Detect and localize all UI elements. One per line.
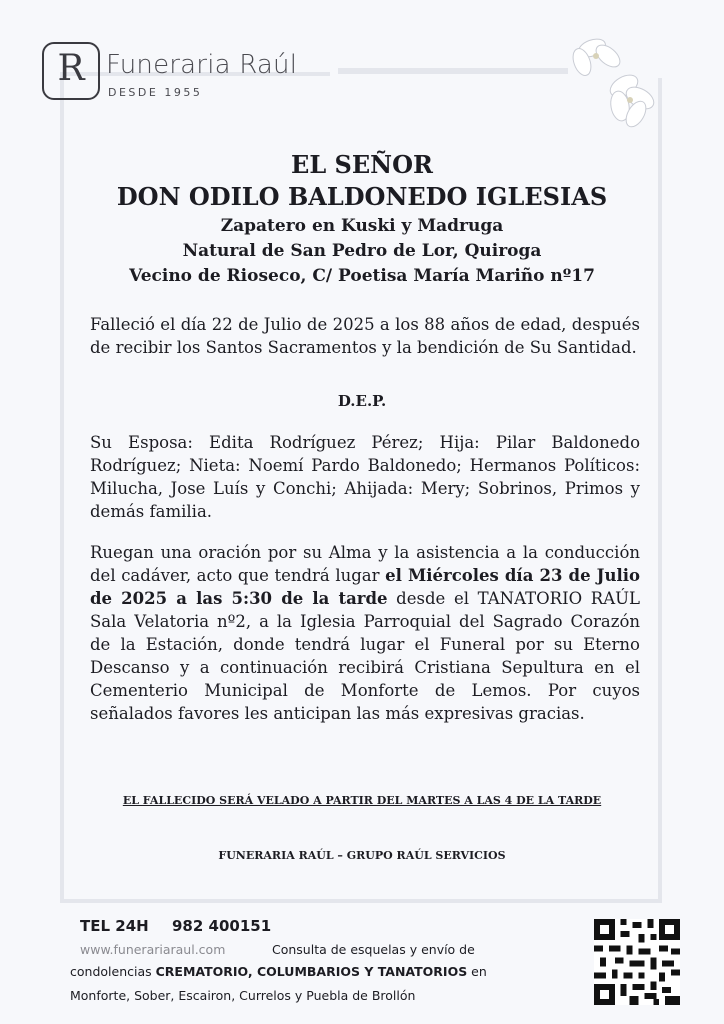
tel-label: TEL 24H [80,917,149,935]
services-line [70,964,487,979]
website-link[interactable]: www.funerariaraul.com [80,942,226,957]
brand-since: DESDE 1955 [108,86,203,99]
title-line1: EL SEÑOR [291,150,433,179]
dep-heading: D.E.P. [337,392,387,410]
death-paragraph: Falleció el día 22 de Julio de 2025 a los 88 años de edad, después de recibir los Santos Sacramentos y la bendición de Su Santidad. [90,315,640,357]
locations-line: Monforte, Sober, Escairon, Currelos y Puebla de Brollón [70,988,416,1003]
funeral-date: el Miércoles día 23 de Julio de 2025 a las 5:30 de la tarde [90,566,640,608]
detail-profession: Zapatero en Kuski y Madruga [220,216,504,236]
wake-notice: EL FALLECIDO SERÁ VELADO A PARTIR DEL MARTES A LAS 4 DE LA TARDE [122,794,602,807]
services-pre: condolencias [70,964,156,979]
phone-number[interactable]: 982 400151 [172,917,272,935]
logo [42,42,100,100]
services-post: en [467,964,487,979]
deceased-name: DON ODILO BALDONEDO IGLESIAS [116,182,608,211]
flower-decoration-icon [552,28,662,138]
consult-text: Consulta de esquelas y envío de [272,942,475,957]
funeral-details: desde el TANATORIO RAÚL Sala Velatoria nº2, a la Iglesia Parroquial del Sagrado Corazón de la Estación, donde tendrá lugar el Funeral por su Eterno Descanso y a continuación recibirá Cristiana Sepultura en el Cementerio Municipal de Monforte de Lemos. Por cuyos señalados favores les anticipan las más expresivas gracias. [90,589,640,723]
services-bold: CREMATORIO, COLUMBARIOS Y TANATORIOS [155,964,468,979]
family-paragraph: Su Esposa: Edita Rodríguez Pérez; Hija: Pilar Baldonedo Rodríguez; Nieta: Noemí Pardo Baldonedo; Hermanos Políticos: Milucha, Jose Luís y Conchi; Ahijada: Mery; Sobrinos, Primos y demás familia. [90,433,640,521]
detail-origin: Natural de San Pedro de Lor, Quiroga [182,241,542,261]
funeral-paragraph [90,541,640,725]
detail-residence: Vecino de Rioseco, C/ Poetisa María Mariño nº17 [129,266,595,286]
funeral-intro: Ruegan una oración por su Alma y la asistencia a la conducción del cadáver, acto que tendrá lugar [90,543,640,585]
decorative-bar [338,68,568,74]
qr-code-icon[interactable] [594,919,680,1005]
brand-name: Funeraria Raúl [106,50,298,80]
logo-letter: R [57,48,85,89]
group-signature: FUNERARIA RAÚL – GRUPO RAÚL SERVICIOS [218,849,506,862]
